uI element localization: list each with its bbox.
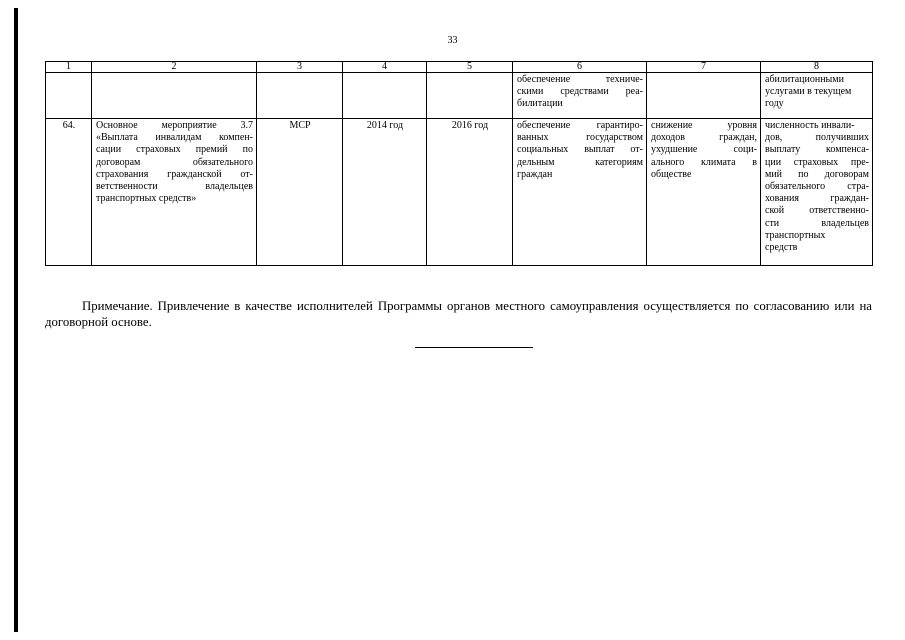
cell-line: сти владельцев bbox=[765, 217, 869, 229]
cell-line: скими средствами реа- bbox=[517, 86, 643, 98]
cell-line: ванных государством bbox=[517, 132, 643, 144]
cell-line: абилитационными bbox=[765, 74, 844, 85]
cell-line: обществе bbox=[651, 168, 692, 180]
binding-edge-bar bbox=[14, 8, 18, 632]
consequences-cell bbox=[647, 119, 761, 266]
column-header: 1 bbox=[46, 62, 92, 73]
table-cell bbox=[46, 73, 92, 119]
cell-line: численность инвали- bbox=[765, 120, 855, 131]
cell-line: обеспечение гарантиро- bbox=[517, 120, 643, 131]
row-number-cell: 64. bbox=[46, 119, 92, 266]
table-cell bbox=[343, 73, 427, 119]
column-header: 5 bbox=[427, 62, 513, 73]
column-number-header-row bbox=[46, 62, 873, 73]
measure-name-cell bbox=[92, 119, 257, 266]
cell-line: транспортных bbox=[765, 229, 826, 241]
cell-line: выплату компенса- bbox=[765, 144, 869, 156]
cell-line: ального климата в bbox=[651, 156, 757, 168]
cell-line: социальных выплат от- bbox=[517, 144, 643, 156]
cell-line: ской ответственно- bbox=[765, 205, 869, 217]
cell-line: договорам обязательного bbox=[96, 156, 253, 168]
cell-line: ухудшение соци- bbox=[651, 144, 757, 156]
cell-line: граждан bbox=[517, 168, 553, 180]
cell-line: «Выплата инвалидам компен- bbox=[96, 132, 253, 144]
cell-line: средств bbox=[765, 242, 798, 254]
table-cell bbox=[257, 73, 343, 119]
cell-line: мий по договорам bbox=[765, 168, 869, 180]
program-measures-table bbox=[45, 61, 873, 266]
column-header: 6 bbox=[513, 62, 647, 73]
cell-line: обеспечение техниче- bbox=[517, 74, 643, 85]
cell-line: снижение уровня bbox=[651, 120, 757, 131]
column-header: 3 bbox=[257, 62, 343, 73]
indicator-cell bbox=[761, 119, 873, 266]
column-header: 2 bbox=[92, 62, 257, 73]
cell-line: Основное мероприятие 3.7 bbox=[96, 120, 253, 131]
table-cell bbox=[92, 73, 257, 119]
cell-line: хования граждан- bbox=[765, 193, 869, 205]
cell-line: сации страховых премий по bbox=[96, 144, 253, 156]
end-year-cell: 2016 год bbox=[427, 119, 513, 266]
cell-line: услугами в текущем bbox=[765, 86, 852, 98]
result-cell-continued bbox=[513, 73, 647, 119]
cell-line: страхования гражданской от- bbox=[96, 168, 253, 180]
column-header: 4 bbox=[343, 62, 427, 73]
start-year-cell: 2014 год bbox=[343, 119, 427, 266]
page-number: 33 bbox=[447, 35, 458, 46]
continuation-row bbox=[46, 73, 873, 119]
note-paragraph: Примечание. Привлечение в качестве исполнителей Программы органов местного самоуправления осуществляется по согласованию или на договорной основе. bbox=[45, 298, 872, 330]
cell-line: году bbox=[765, 98, 784, 110]
column-header: 8 bbox=[761, 62, 873, 73]
cell-line: обязательного стра- bbox=[765, 181, 869, 193]
cell-line: транспортных средств» bbox=[96, 193, 197, 205]
cell-line: билитации bbox=[517, 98, 563, 110]
cell-line: дов, получивших bbox=[765, 132, 869, 144]
closing-horizontal-rule bbox=[415, 347, 533, 348]
cell-line: дельным категориям bbox=[517, 156, 643, 168]
expected-result-cell bbox=[513, 119, 647, 266]
indicator-cell-continued bbox=[761, 73, 873, 119]
executor-cell: МСР bbox=[257, 119, 343, 266]
column-header: 7 bbox=[647, 62, 761, 73]
table-cell bbox=[647, 73, 761, 119]
cell-line: ции страховых пре- bbox=[765, 156, 869, 168]
cell-line: доходов граждан, bbox=[651, 132, 757, 144]
table-cell bbox=[427, 73, 513, 119]
table-row-64 bbox=[46, 119, 873, 266]
cell-line: ветственности владельцев bbox=[96, 181, 253, 193]
